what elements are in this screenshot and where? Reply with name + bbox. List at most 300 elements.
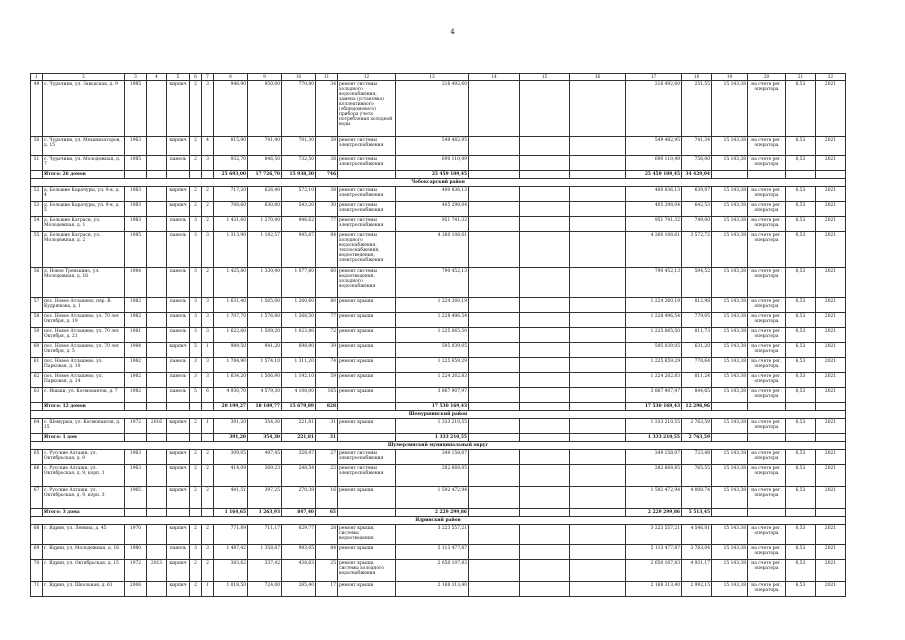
table-cell bbox=[469, 268, 520, 298]
table-cell: 39 bbox=[316, 343, 338, 358]
table-row bbox=[31, 232, 846, 268]
table-cell: 2021 bbox=[816, 217, 846, 232]
table-cell: 1982 bbox=[125, 298, 147, 313]
table-cell: панель bbox=[167, 373, 190, 388]
table-cell bbox=[570, 373, 626, 388]
table-cell: 983,65 bbox=[282, 545, 316, 560]
table-cell: 6,53 bbox=[786, 232, 816, 268]
table-cell: ремонт крыши bbox=[338, 358, 396, 373]
table-cell: 2 bbox=[202, 465, 214, 487]
column-number-cell: 12 bbox=[338, 74, 396, 81]
table-cell bbox=[147, 202, 167, 217]
table-cell: 405 298,04 bbox=[626, 202, 682, 217]
column-number-cell: 20 bbox=[748, 74, 786, 81]
table-cell: 690 110,49 bbox=[626, 156, 682, 171]
table-cell: 15 143,38 bbox=[712, 187, 748, 202]
column-number-cell: 11 bbox=[316, 74, 338, 81]
table-cell: ремонт системы холодного водоснабжения, замена (установка) коллективного (общедомового) прибора учета потребления холодной воды bbox=[338, 81, 396, 137]
table-cell: 17 726,70 bbox=[248, 171, 282, 179]
table-cell: 15 143,38 bbox=[712, 419, 748, 434]
table-cell: 2 bbox=[190, 419, 202, 434]
table-cell bbox=[520, 545, 570, 560]
table-cell: 1 224 262,83 bbox=[626, 373, 682, 388]
table-row bbox=[31, 582, 846, 597]
table-cell: 337,42 bbox=[248, 560, 282, 582]
table-cell: на счете рег. оператора bbox=[748, 232, 786, 268]
table-cell: 811,73 bbox=[682, 328, 712, 343]
table-cell: кирпич bbox=[167, 582, 190, 597]
total-row bbox=[31, 171, 846, 179]
table-cell: 2021 bbox=[816, 343, 846, 358]
table-cell bbox=[147, 525, 167, 545]
table-cell: д. Большие Катраси, ул. Молодежная, д. 2 bbox=[43, 232, 125, 268]
table-cell: кирпич bbox=[167, 419, 190, 434]
table-cell: 15 143,38 bbox=[712, 328, 748, 343]
table-cell bbox=[338, 403, 396, 411]
table-cell bbox=[570, 525, 626, 545]
page-number: 4 bbox=[450, 28, 455, 36]
table-cell: 2 bbox=[190, 81, 202, 137]
table-cell bbox=[816, 509, 846, 517]
table-cell: 3 763,04 bbox=[682, 545, 712, 560]
table-cell: 708,60 bbox=[214, 202, 248, 217]
table-cell bbox=[570, 358, 626, 373]
table-cell bbox=[748, 509, 786, 517]
table-cell: кирпич bbox=[167, 81, 190, 137]
table-cell: 812,98 bbox=[682, 298, 712, 313]
table-cell: 1985 bbox=[125, 156, 147, 171]
table-cell: панель bbox=[167, 298, 190, 313]
table-row bbox=[31, 81, 846, 137]
table-cell: с. Русские Алгаши, ул. Октябрьская, д. 9, корп. 1 bbox=[43, 465, 125, 487]
column-number-row bbox=[31, 74, 846, 81]
table-cell: на счете рег. оператора bbox=[748, 313, 786, 328]
table-cell: 4 260 108,61 bbox=[396, 232, 469, 268]
table-cell: 53 bbox=[31, 202, 43, 217]
table-cell: Итого: 1 дом bbox=[43, 434, 125, 442]
table-cell: 3 bbox=[190, 268, 202, 298]
table-cell: 723,48 bbox=[682, 450, 712, 465]
table-cell: кирпич bbox=[167, 187, 190, 202]
table-cell: на счете рег. оператора bbox=[748, 388, 786, 403]
table-cell: пос. Новое Атлашево, ул. Парковая, д. 14 bbox=[43, 373, 125, 388]
table-cell: 2021 bbox=[816, 156, 846, 171]
table-cell: 55 bbox=[31, 232, 43, 268]
table-cell bbox=[570, 487, 626, 509]
table-cell bbox=[469, 373, 520, 388]
table-cell: 1 228 496,54 bbox=[396, 313, 469, 328]
table-cell: панель bbox=[167, 545, 190, 560]
table-cell bbox=[469, 419, 520, 434]
table-cell bbox=[570, 232, 626, 268]
table-cell bbox=[786, 403, 816, 411]
table-cell: 64 bbox=[31, 419, 43, 434]
table-cell bbox=[147, 217, 167, 232]
table-cell: 2006 bbox=[125, 582, 147, 597]
table-cell: 68 bbox=[31, 525, 43, 545]
table-cell: Итого: 26 домов bbox=[43, 171, 125, 179]
table-cell: 67 bbox=[31, 487, 43, 509]
table-cell bbox=[520, 81, 570, 137]
table-cell: 39 bbox=[316, 137, 338, 156]
table-cell bbox=[570, 187, 626, 202]
table-cell: на счете рег. оператора bbox=[748, 217, 786, 232]
table-cell: 3 bbox=[202, 373, 214, 388]
table-cell bbox=[147, 465, 167, 487]
table-cell: 77 bbox=[316, 217, 338, 232]
table-cell: 60 bbox=[31, 343, 43, 358]
table-cell: 15 143,38 bbox=[712, 298, 748, 313]
table-cell: 1 333 210,55 bbox=[626, 419, 682, 434]
table-cell: 6,53 bbox=[786, 81, 816, 137]
capital-repair-table bbox=[30, 73, 846, 597]
section-title: Ядринский район bbox=[31, 517, 846, 525]
table-cell: 572,10 bbox=[282, 187, 316, 202]
table-cell: 815,90 bbox=[214, 137, 248, 156]
table-cell: д. Большие Катраси, ул. Молодежная, д. 1 bbox=[43, 217, 125, 232]
table-cell bbox=[469, 343, 520, 358]
table-cell bbox=[469, 465, 520, 487]
table-cell: 15 143,38 bbox=[712, 560, 748, 582]
table-cell: ремонт крыши bbox=[338, 582, 396, 597]
column-number-cell: 1 bbox=[31, 74, 43, 81]
table-cell: 65 bbox=[31, 450, 43, 465]
table-cell: 1 631,40 bbox=[214, 298, 248, 313]
section-title: Чебоксарский район bbox=[31, 179, 846, 187]
table-cell: на счете рег. оператора bbox=[748, 465, 786, 487]
table-cell bbox=[570, 202, 626, 217]
table-row bbox=[31, 560, 846, 582]
table-cell bbox=[570, 545, 626, 560]
table-cell bbox=[570, 388, 626, 403]
table-cell: ремонт крыши, системы холодного водоснабжения bbox=[338, 560, 396, 582]
table-cell: 15 143,38 bbox=[712, 388, 748, 403]
table-cell: пос. Новое Атлашево, пер. В. Кудряшова, д. 1 bbox=[43, 298, 125, 313]
table-cell: 2 bbox=[202, 217, 214, 232]
table-cell bbox=[520, 358, 570, 373]
table-cell: панель bbox=[167, 388, 190, 403]
table-cell: 51 bbox=[31, 156, 43, 171]
table-cell: 2021 bbox=[816, 465, 846, 487]
table-cell: 6,53 bbox=[786, 560, 816, 582]
table-cell: кирпич bbox=[167, 450, 190, 465]
table-cell: с. Русские Алгаши, ул. Октябрьская, д. 9 bbox=[43, 450, 125, 465]
table-cell: 6,53 bbox=[786, 465, 816, 487]
table-cell: 3 bbox=[190, 328, 202, 343]
table-cell bbox=[469, 202, 520, 217]
table-cell: 4 930,70 bbox=[214, 388, 248, 403]
table-cell: 15 143,38 bbox=[712, 313, 748, 328]
table-cell: ремонт крыши, системы водоотведения bbox=[338, 525, 396, 545]
column-number-cell: 3 bbox=[125, 74, 147, 81]
table-cell: на счете рег. оператора bbox=[748, 156, 786, 171]
table-cell: 2 168 313,40 bbox=[396, 582, 469, 597]
table-cell: кирпич bbox=[167, 560, 190, 582]
table-cell: 2 bbox=[190, 156, 202, 171]
table-cell bbox=[570, 81, 626, 137]
table-cell bbox=[570, 313, 626, 328]
table-row bbox=[31, 373, 846, 388]
section-row bbox=[31, 442, 846, 450]
table-row bbox=[31, 156, 846, 171]
table-cell bbox=[147, 171, 167, 179]
table-cell: 17 bbox=[316, 582, 338, 597]
table-cell: 639,97 bbox=[682, 187, 712, 202]
table-cell: 1 311,20 bbox=[282, 358, 316, 373]
table-cell: 216 492,60 bbox=[396, 81, 469, 137]
table-cell: 1983 bbox=[125, 202, 147, 217]
table-cell: 1 425,80 bbox=[214, 268, 248, 298]
table-cell: 1 bbox=[202, 419, 214, 434]
table-cell: 80 bbox=[316, 298, 338, 313]
table-cell: 1 592 472,94 bbox=[396, 487, 469, 509]
table-cell bbox=[786, 434, 816, 442]
table-cell: д. Новое Тренькино, ул. Молодежная, д. 16 bbox=[43, 268, 125, 298]
table-cell bbox=[167, 171, 190, 179]
table-cell bbox=[147, 582, 167, 597]
table-cell: 631,20 bbox=[682, 343, 712, 358]
table-cell: 15 143,38 bbox=[712, 156, 748, 171]
table-cell bbox=[712, 171, 748, 179]
table-cell: 38 bbox=[316, 187, 338, 202]
table-cell bbox=[469, 403, 520, 411]
table-cell bbox=[147, 156, 167, 171]
table-cell: 690 110,49 bbox=[396, 156, 469, 171]
column-number-cell: 5 bbox=[167, 74, 190, 81]
table-cell bbox=[31, 171, 43, 179]
table-cell bbox=[147, 403, 167, 411]
table-cell bbox=[520, 434, 570, 442]
total-row bbox=[31, 509, 846, 517]
table-cell: 2021 bbox=[816, 545, 846, 560]
table-cell: 2021 bbox=[816, 81, 846, 137]
table-cell: 770,80 bbox=[282, 81, 316, 137]
table-cell: 1 622,60 bbox=[214, 328, 248, 343]
table-row bbox=[31, 419, 846, 434]
table-cell: 20 199,27 bbox=[214, 403, 248, 411]
table-cell: 4 260 108,61 bbox=[626, 232, 682, 268]
table-cell: 1 431,60 bbox=[214, 217, 248, 232]
table-cell: 1 225 065,50 bbox=[396, 328, 469, 343]
table-cell: 2021 bbox=[816, 487, 846, 509]
table-cell: 2021 bbox=[816, 419, 846, 434]
table-cell: 2 168 313,40 bbox=[626, 582, 682, 597]
table-cell: 4 546,81 bbox=[682, 525, 712, 545]
table-cell: 248,54 bbox=[282, 465, 316, 487]
table-cell bbox=[570, 419, 626, 434]
table-cell: 778,64 bbox=[682, 358, 712, 373]
table-cell: 741,40 bbox=[248, 137, 282, 156]
table-cell: с. Чурачики, ул. Заводская, д. 9 bbox=[43, 81, 125, 137]
table-cell: 6,53 bbox=[786, 187, 816, 202]
table-cell bbox=[520, 465, 570, 487]
table-cell: 328,47 bbox=[282, 450, 316, 465]
table-cell: 2021 bbox=[816, 582, 846, 597]
table-cell: 69 bbox=[31, 545, 43, 560]
table-cell bbox=[520, 419, 570, 434]
table-cell: 549 482,95 bbox=[396, 137, 469, 156]
table-cell: 2021 bbox=[816, 328, 846, 343]
table-cell: 1 592 472,94 bbox=[626, 487, 682, 509]
table-cell bbox=[147, 373, 167, 388]
table-row bbox=[31, 487, 846, 509]
table-cell bbox=[712, 509, 748, 517]
table-cell: д. Большие Карачуры, ул. 9-я, д. 5 bbox=[43, 202, 125, 217]
column-number-cell: 14 bbox=[469, 74, 520, 81]
table-cell: 2 229 299,86 bbox=[396, 509, 469, 517]
table-cell: ремонт системы электроснабжения bbox=[338, 187, 396, 202]
table-cell: 1 505,00 bbox=[248, 298, 282, 313]
table-cell bbox=[202, 403, 214, 411]
table-cell: 595 039,05 bbox=[396, 343, 469, 358]
table-cell: 2 bbox=[190, 187, 202, 202]
table-row bbox=[31, 525, 846, 545]
table-cell: 642,53 bbox=[682, 202, 712, 217]
table-cell: ремонт крыши bbox=[338, 313, 396, 328]
table-cell bbox=[190, 171, 202, 179]
table-cell bbox=[469, 217, 520, 232]
table-cell: панель bbox=[167, 268, 190, 298]
table-cell: 4 931,17 bbox=[682, 560, 712, 582]
table-cell: пос. Новое Атлашево, ул. 70 лет Октября, д. 19 bbox=[43, 313, 125, 328]
table-row bbox=[31, 298, 846, 313]
table-cell: 1 224 260,19 bbox=[626, 298, 682, 313]
column-number-cell: 9 bbox=[248, 74, 282, 81]
table-cell: 2 229 299,86 bbox=[626, 509, 682, 517]
table-cell: 2 992,15 bbox=[682, 582, 712, 597]
table-cell: 756,00 bbox=[682, 156, 712, 171]
table-cell: 2 bbox=[190, 487, 202, 509]
table-cell: 749,00 bbox=[682, 217, 712, 232]
table-cell: 1981 bbox=[125, 328, 147, 343]
table-cell: 711,17 bbox=[248, 525, 282, 545]
column-number-cell: 17 bbox=[626, 74, 682, 81]
table-cell bbox=[520, 487, 570, 509]
table-cell: 2021 bbox=[816, 298, 846, 313]
table-cell: 15 143,38 bbox=[712, 582, 748, 597]
table-cell bbox=[469, 81, 520, 137]
table-cell: 1 bbox=[202, 343, 214, 358]
table-cell: 349 158,07 bbox=[626, 450, 682, 465]
table-cell: 15 143,38 bbox=[712, 232, 748, 268]
table-cell: 6,53 bbox=[786, 156, 816, 171]
table-cell: 60 bbox=[316, 268, 338, 298]
table-cell: кирпич bbox=[167, 137, 190, 156]
column-number-cell: 6 bbox=[190, 74, 202, 81]
column-number-cell: 10 bbox=[282, 74, 316, 81]
table-cell: 732,50 bbox=[282, 156, 316, 171]
table-cell: 941,20 bbox=[248, 343, 282, 358]
table-cell: 31 bbox=[316, 434, 338, 442]
table-cell: 790 452,13 bbox=[626, 268, 682, 298]
table-cell: 1 018,50 bbox=[214, 582, 248, 597]
table-cell: 1963 bbox=[125, 450, 147, 465]
table-cell bbox=[469, 328, 520, 343]
column-number-cell: 8 bbox=[214, 74, 248, 81]
table-cell: 2021 bbox=[816, 187, 846, 202]
table-cell: 1 707,70 bbox=[214, 313, 248, 328]
table-cell: 50 bbox=[31, 137, 43, 156]
table-cell: 1 224 262,83 bbox=[396, 373, 469, 388]
table-cell: 59 bbox=[316, 373, 338, 388]
table-cell: 6,53 bbox=[786, 202, 816, 217]
table-cell bbox=[570, 434, 626, 442]
table-cell: 2016 bbox=[147, 419, 167, 434]
table-cell bbox=[190, 434, 202, 442]
table-cell: кирпич bbox=[167, 202, 190, 217]
table-cell bbox=[712, 434, 748, 442]
table-cell: 2021 bbox=[816, 373, 846, 388]
table-cell bbox=[147, 487, 167, 509]
table-cell: 2 bbox=[202, 268, 214, 298]
table-cell bbox=[125, 171, 147, 179]
table-row bbox=[31, 450, 846, 465]
table-cell: 2 bbox=[190, 465, 202, 487]
table-cell: 3 bbox=[190, 217, 202, 232]
table-cell: 1 330,40 bbox=[248, 268, 282, 298]
table-cell bbox=[570, 298, 626, 313]
table-cell bbox=[469, 509, 520, 517]
table-cell bbox=[190, 403, 202, 411]
table-cell bbox=[520, 171, 570, 179]
table-cell: ремонт крыши bbox=[338, 419, 396, 434]
table-cell: 15 143,38 bbox=[712, 465, 748, 487]
table-cell bbox=[469, 560, 520, 582]
table-cell bbox=[786, 509, 816, 517]
table-cell: пос. Новое Атлашево, ул. 70 лет Октября, д. 5 bbox=[43, 343, 125, 358]
table-cell: панель bbox=[167, 217, 190, 232]
table-cell bbox=[147, 343, 167, 358]
table-cell bbox=[748, 403, 786, 411]
table-cell: 1 225 659,29 bbox=[626, 358, 682, 373]
table-cell: 3 bbox=[202, 81, 214, 137]
table-cell: 3 572,72 bbox=[682, 232, 712, 268]
table-cell: 38 bbox=[316, 156, 338, 171]
section-row bbox=[31, 179, 846, 187]
table-cell: ремонт крыши bbox=[338, 388, 396, 403]
table-cell: 1 268,50 bbox=[282, 313, 316, 328]
table-cell: 15 679,89 bbox=[282, 403, 316, 411]
table-cell bbox=[167, 434, 190, 442]
table-cell: 1 634,20 bbox=[214, 373, 248, 388]
table-cell bbox=[520, 403, 570, 411]
table-cell: 6,53 bbox=[786, 268, 816, 298]
table-cell: с. Шемурша, ул. Космонавтов, д. 15 bbox=[43, 419, 125, 434]
table-cell: 1 270,40 bbox=[248, 217, 282, 232]
table-cell: ремонт крыши bbox=[338, 487, 396, 509]
table-cell: 946,62 bbox=[282, 217, 316, 232]
table-cell bbox=[520, 328, 570, 343]
table-cell: 354,30 bbox=[248, 434, 282, 442]
table-cell bbox=[520, 509, 570, 517]
table-cell bbox=[520, 582, 570, 597]
table-cell: д. Большие Карачуры, ул. 9-я, д. 4 bbox=[43, 187, 125, 202]
table-cell: 746 bbox=[316, 171, 338, 179]
table-cell bbox=[520, 187, 570, 202]
table-cell: 790 452,13 bbox=[396, 268, 469, 298]
table-cell bbox=[520, 156, 570, 171]
table-cell: 1965 bbox=[125, 487, 147, 509]
column-number-cell: 15 bbox=[520, 74, 570, 81]
table-cell: 2 650 107,83 bbox=[396, 560, 469, 582]
table-cell: 84 bbox=[316, 545, 338, 560]
table-cell: на счете рег. оператора bbox=[748, 450, 786, 465]
table-cell: 3 bbox=[202, 156, 214, 171]
table-cell bbox=[570, 465, 626, 487]
table-cell: 5 513,45 bbox=[682, 509, 712, 517]
table-cell: 282 668,85 bbox=[626, 465, 682, 487]
table-cell: 1 784,90 bbox=[214, 358, 248, 373]
